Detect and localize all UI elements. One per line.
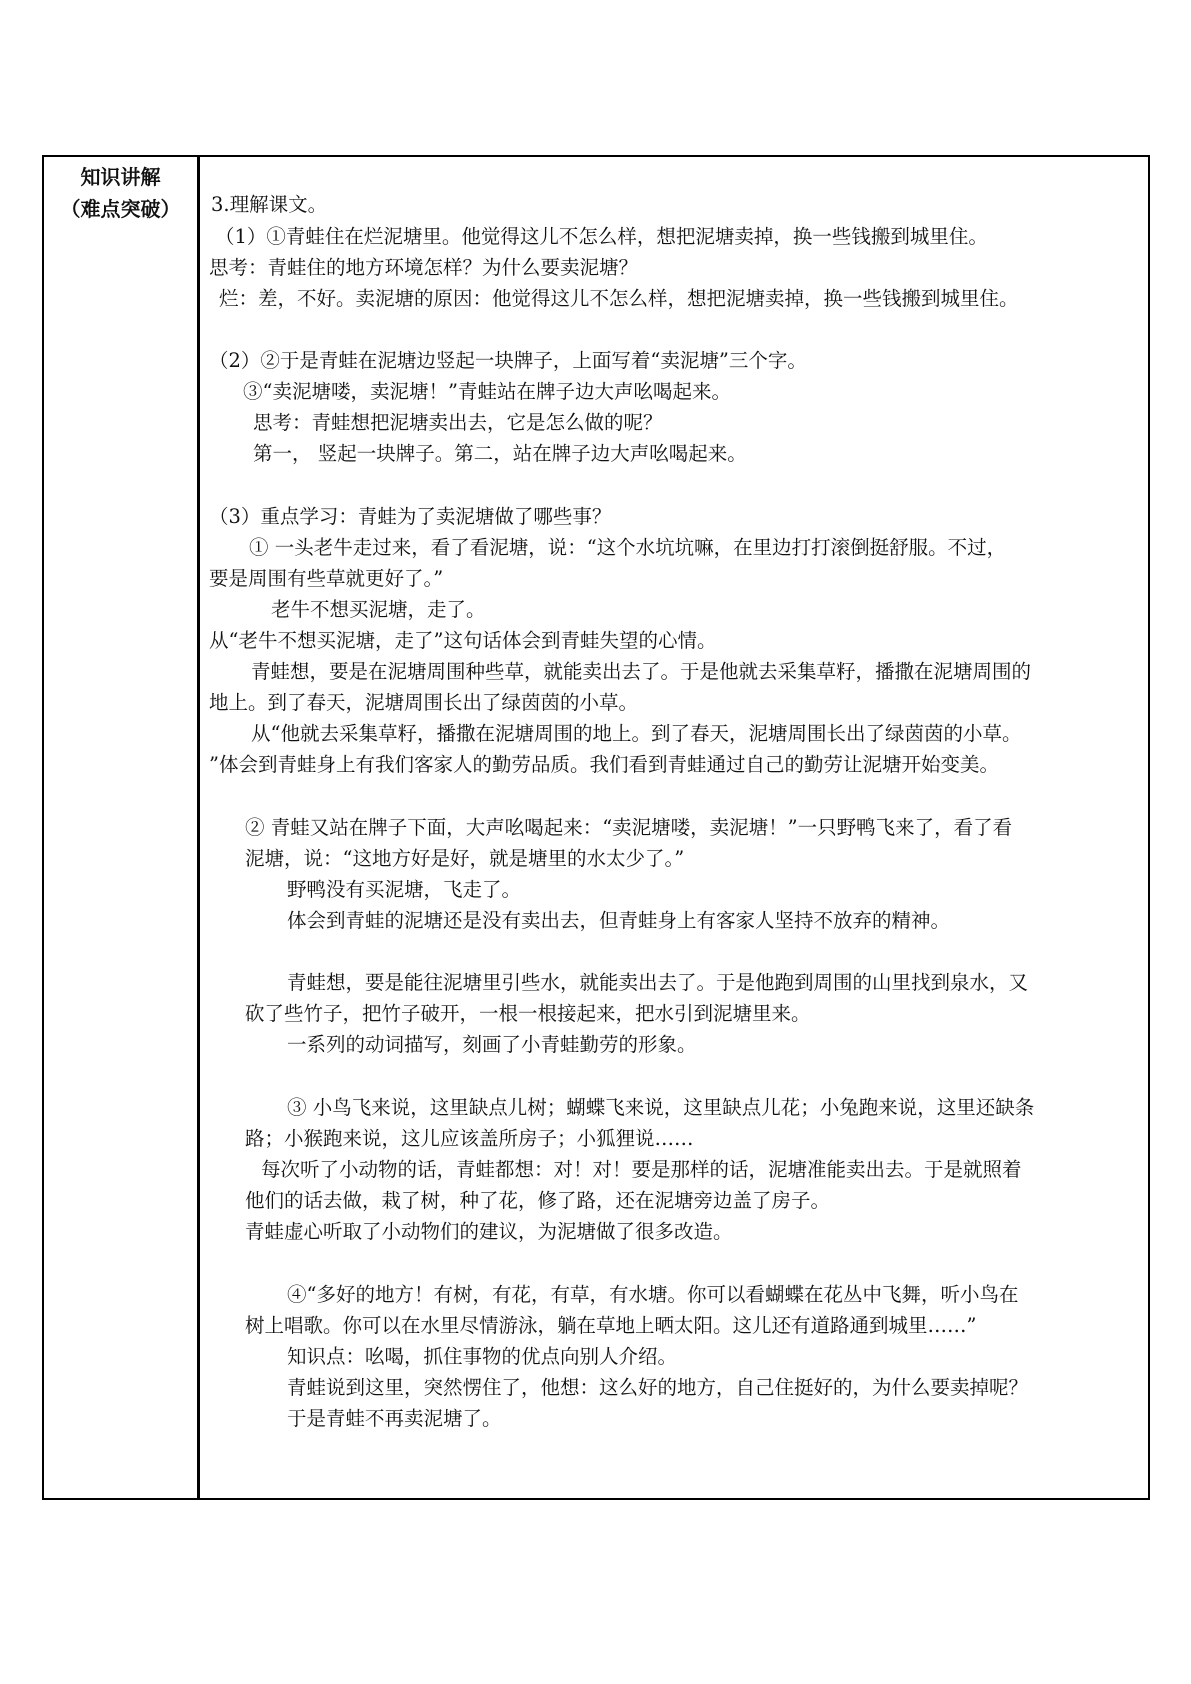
text-line: ② 青蛙又站在牌子下面，大声吆喝起来：“卖泥塘喽，卖泥塘！”一只野鸭飞来了，看了看 bbox=[245, 816, 1013, 839]
text-line: ③“卖泥塘喽，卖泥塘！”青蛙站在牌子边大声吆喝起来。 bbox=[243, 380, 731, 403]
text-line: ① 一头老牛走过来，看了看泥塘，说：“这个水坑坑嘛，在里边打打滚倒挺舒服。不过， bbox=[249, 536, 1007, 559]
text-line: 他们的话去做，栽了树，种了花，修了路，还在泥塘旁边盖了房子。 bbox=[245, 1189, 831, 1212]
text-line: 青蛙想，要是在泥塘周围种些草，就能卖出去了。于是他就去采集草籽，播撒在泥塘周围的 bbox=[251, 660, 1032, 683]
text-line: 于是青蛙不再卖泥塘了。 bbox=[287, 1407, 502, 1430]
text-line: 烂：差，不好。卖泥塘的原因：他觉得这儿不怎么样，想把泥塘卖掉，换一些钱搬到城里住。 bbox=[219, 287, 1019, 310]
text-line: 每次听了小动物的话，青蛙都想：对！对！要是那样的话，泥塘准能卖出去。于是就照着 bbox=[261, 1158, 1022, 1181]
text-line: 一系列的动词描写，刻画了小青蛙勤劳的形象。 bbox=[287, 1033, 697, 1056]
text-line: 思考：青蛙住的地方环境怎样？为什么要卖泥塘？ bbox=[209, 256, 639, 279]
text-line: 3.理解课文。 bbox=[211, 193, 328, 216]
text-line: 泥塘，说：“这地方好是好，就是塘里的水太少了。” bbox=[245, 847, 685, 870]
text-line: 树上唱歌。你可以在水里尽情游泳，躺在草地上晒太阳。这儿还有道路通到城里……” bbox=[245, 1314, 977, 1337]
text-line: 青蛙说到这里，突然愣住了，他想：这么好的地方，自己住挺好的，为什么要卖掉呢？ bbox=[287, 1376, 1029, 1399]
text-line: 青蛙想，要是能往泥塘里引些水，就能卖出去了。于是他跑到周围的山里找到泉水，又 bbox=[287, 971, 1029, 994]
text-line: 要是周围有些草就更好了。” bbox=[209, 567, 444, 590]
text-line: （1）①青蛙住在烂泥塘里。他觉得这儿不怎么样，想把泥塘卖掉，换一些钱搬到城里住。 bbox=[215, 225, 988, 248]
lesson-table bbox=[42, 155, 1150, 1500]
text-line: ④“多好的地方！有树，有花，有草，有水塘。你可以看蝴蝶在花丛中飞舞，听小鸟在 bbox=[287, 1283, 1019, 1306]
text-line: 知识点：吆喝，抓住事物的优点向别人介绍。 bbox=[287, 1345, 678, 1368]
text-line: 从“老牛不想买泥塘，走了”这句话体会到青蛙失望的心情。 bbox=[209, 629, 717, 652]
section-label-subtitle: （难点突破） bbox=[60, 197, 181, 221]
text-line: ”体会到青蛙身上有我们客家人的勤劳品质。我们看到青蛙通过自己的勤劳让泥塘开始变美。 bbox=[209, 753, 999, 776]
text-line: （3）重点学习：青蛙为了卖泥塘做了哪些事？ bbox=[209, 505, 612, 528]
text-line: 第一， 竖起一块牌子。第二，站在牌子边大声吆喝起来。 bbox=[253, 442, 747, 465]
text-line: 青蛙虚心听取了小动物们的建议，为泥塘做了很多改造。 bbox=[245, 1220, 733, 1243]
text-line: ③ 小鸟飞来说，这里缺点儿树；蝴蝶飞来说，这里缺点儿花；小兔跑来说，这里还缺条 bbox=[287, 1096, 1035, 1119]
text-line: 野鸭没有买泥塘，飞走了。 bbox=[287, 878, 522, 901]
text-line: 思考：青蛙想把泥塘卖出去，它是怎么做的呢？ bbox=[253, 411, 663, 434]
text-line: 砍了些竹子，把竹子破开，一根一根接起来，把水引到泥塘里来。 bbox=[245, 1002, 811, 1025]
text-line: 从“他就去采集草籽，播撒在泥塘周围的地上。到了春天，泥塘周围长出了绿茵茵的小草。 bbox=[251, 722, 1022, 745]
text-line: （2）②于是青蛙在泥塘边竖起一块牌子，上面写着“卖泥塘”三个字。 bbox=[209, 349, 807, 372]
text-line: 老牛不想买泥塘，走了。 bbox=[271, 598, 486, 621]
text-line: 地上。到了春天，泥塘周围长出了绿茵茵的小草。 bbox=[209, 691, 639, 714]
text-line: 体会到青蛙的泥塘还是没有卖出去，但青蛙身上有客家人坚持不放弃的精神。 bbox=[287, 909, 951, 932]
section-label-title: 知识讲解 bbox=[80, 165, 161, 189]
section-label-cell bbox=[44, 157, 197, 225]
column-divider bbox=[197, 157, 200, 1498]
text-line: 路；小猴跑来说，这儿应该盖所房子；小狐狸说…… bbox=[245, 1127, 694, 1150]
